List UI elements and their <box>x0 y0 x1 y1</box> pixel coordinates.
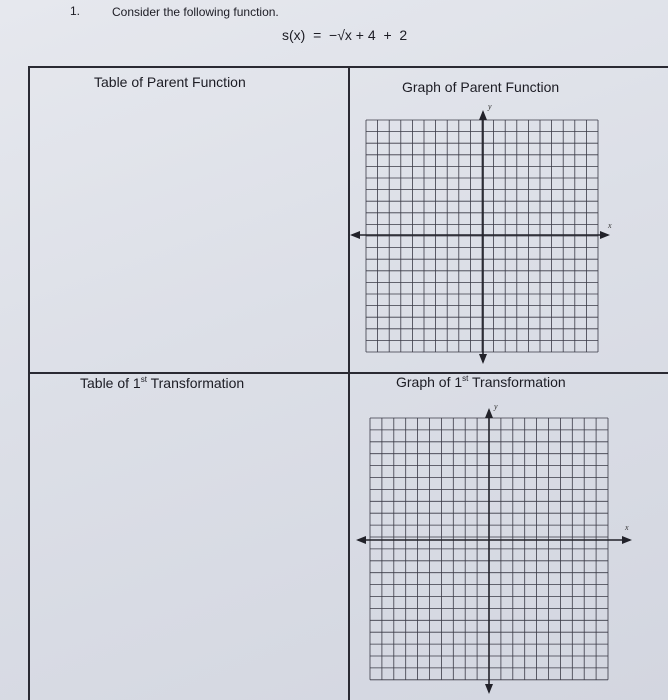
transform-table-title <box>80 375 244 391</box>
transform-y-axis-top-arrow <box>485 408 493 418</box>
transform-function-graph[interactable] <box>348 400 638 700</box>
function-definition: s(x) = −√x + 4 + 2 <box>282 27 408 43</box>
transform-graph-title-prefix: Graph of 1 <box>396 374 463 390</box>
transform-y-axis-label: y <box>494 402 498 411</box>
parent-y-axis-label: y <box>488 102 492 111</box>
worksheet-header <box>0 0 668 64</box>
parent-x-axis-left-arrow <box>350 231 360 239</box>
parent-grid-lines <box>366 120 598 352</box>
transform-y-axis-bottom-arrow <box>485 684 493 694</box>
parent-graph-title: Graph of Parent Function <box>402 79 560 95</box>
transform-table-title-prefix: Table of 1 <box>80 375 141 391</box>
parent-y-axis-top-arrow <box>479 110 487 120</box>
question-prompt: Consider the following function. <box>112 5 279 19</box>
bleed-through-text-1 <box>84 276 87 287</box>
transform-graph-title-suffix: Transformation <box>468 374 566 390</box>
parent-table-title: Table of Parent Function <box>94 74 246 90</box>
question-number: 1. <box>70 4 81 18</box>
parent-y-axis-bottom-arrow <box>479 354 487 364</box>
parent-x-axis-label: x <box>608 221 612 230</box>
transform-graph-title <box>396 374 566 390</box>
transform-x-axis-label: x <box>625 523 629 532</box>
parent-x-axis-right-arrow <box>600 231 610 239</box>
transform-x-axis-right-arrow <box>622 536 632 544</box>
parent-function-graph[interactable] <box>340 100 630 370</box>
transform-x-axis-left-arrow <box>356 536 366 544</box>
transform-graph-title-sup: st <box>462 374 469 383</box>
table-left-border <box>28 66 30 700</box>
transform-table-title-suffix: Transformation <box>146 375 245 391</box>
transform-table-title-sup: st <box>140 375 147 384</box>
